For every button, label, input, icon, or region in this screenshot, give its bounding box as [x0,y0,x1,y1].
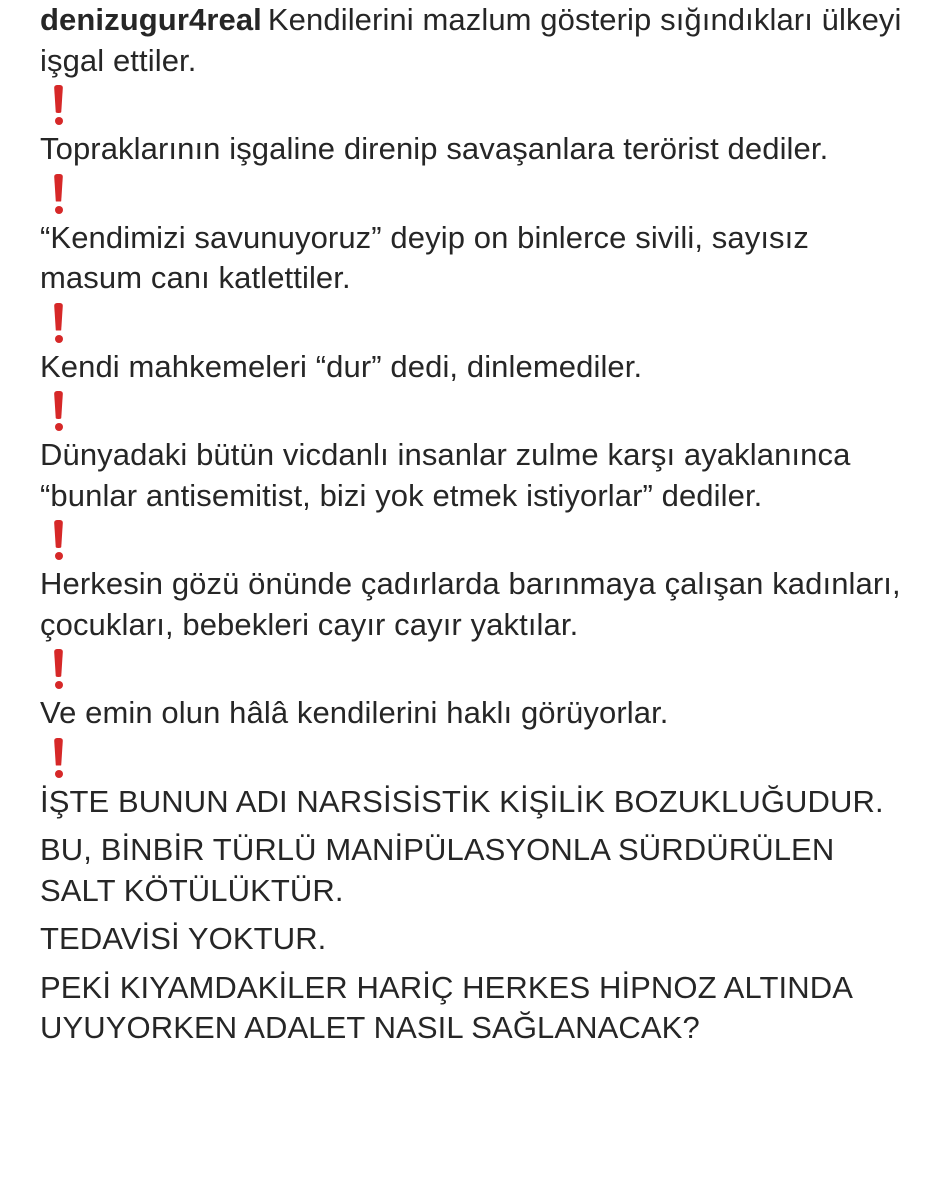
caption-paragraph: Ve emin olun hâlâ kendilerini haklı görüyorlar. [40,695,669,730]
post-caption [40,0,910,1057]
closing-line: İŞTE BUNUN ADI NARSİSİSTİK KİŞİLİK BOZUKLUĞUDUR. [40,783,884,819]
closing-line: PEKİ KIYAMDAKİLER HARİÇ HERKES HİPNOZ ALTINDA UYUYORKEN ADALET NASIL SAĞLANACAK? [40,969,852,1045]
exclamation-icon [54,303,63,343]
caption-paragraph: Kendi mahkemeleri “dur” dedi, dinlemediler. [40,348,643,384]
exclamation-icon [54,520,63,560]
exclamation-icon [54,391,63,431]
caption-paragraph: Dünyadaki bütün vicdanlı insanlar zulme karşı ayaklanınca “bunlar antisemitist, bizi yok etmek istiyorlar” dediler. [40,437,851,513]
caption-paragraph: “Kendimizi savunuyoruz” deyip on binlerce sivili, sayısız masum canı katlettiler. [40,219,809,295]
exclamation-icon [54,649,63,689]
caption-paragraph [40,0,910,81]
username-link[interactable]: denizugur4real [40,2,262,37]
closing-line: TEDAVİSİ YOKTUR. [40,921,327,956]
closing-line: BU, BİNBİR TÜRLÜ MANİPÜLASYONLA SÜRDÜRÜLEN SALT KÖTÜLÜKTÜR. [40,832,835,908]
exclamation-icon [54,174,63,214]
exclamation-icon [54,738,63,778]
exclamation-icon [54,85,63,125]
caption-paragraph: Herkesin gözü önünde çadırlarda barınmaya çalışan kadınları, çocukları, bebekleri cayır cayır yaktılar. [40,566,901,642]
closing-statements [40,782,910,1049]
caption-paragraph: Topraklarının işgaline direnip savaşanlara terörist dediler. [40,131,829,166]
caption-text: Kendilerini mazlum gösterip sığındıkları ülkeyi işgal ettiler. [40,2,902,78]
